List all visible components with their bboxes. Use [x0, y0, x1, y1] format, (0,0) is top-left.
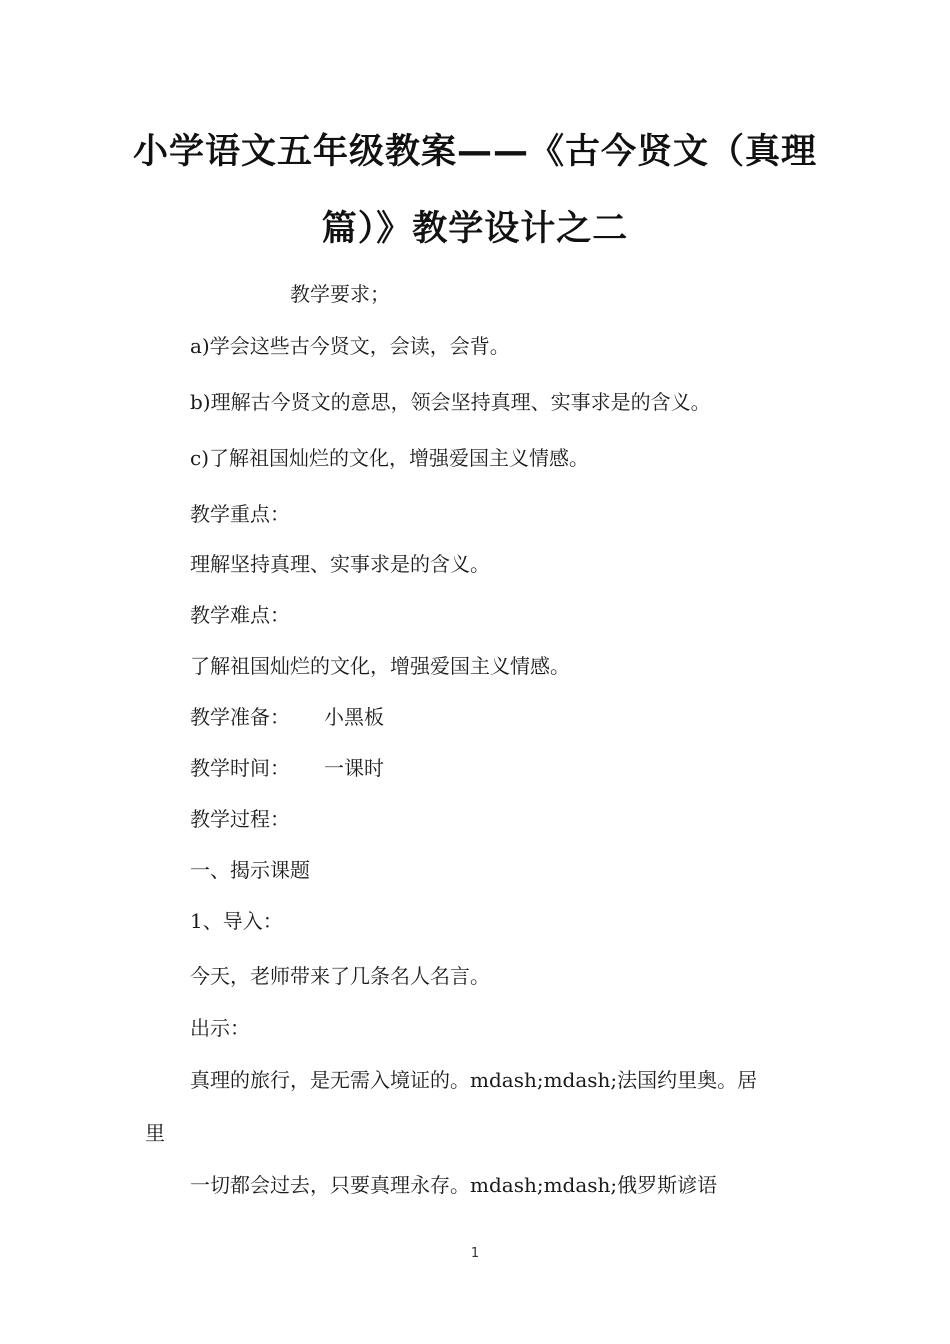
paragraph-quote-1: 真理的旅行，是无需入境证的。mdash;mdash;法国约里奥。居 — [190, 1068, 758, 1092]
paragraph-requirement-b: b)理解古今贤文的意思，领会坚持真理、实事求是的含义。 — [190, 390, 711, 414]
document-title-line-2: 篇）》教学设计之二 — [321, 209, 629, 249]
paragraph-quote-1-continued: 里 — [145, 1121, 165, 1145]
paragraph-requirement-c: c)了解祖国灿烂的文化，增强爱国主义情感。 — [190, 446, 590, 470]
paragraph-difficulties: 了解祖国灿烂的文化，增强爱国主义情感。 — [190, 654, 570, 678]
document-title-line-1: 小学语文五年级教案——《古今贤文（真理 — [132, 132, 817, 172]
preparation-label: 教学准备： — [190, 705, 290, 729]
paragraph-requirement-a: a)学会这些古今贤文，会读，会背。 — [190, 334, 510, 358]
paragraph-section-one: 一、揭示课题 — [190, 858, 310, 882]
preparation-value: 小黑板 — [324, 705, 384, 729]
time-label: 教学时间： — [190, 756, 290, 780]
paragraph-time — [190, 754, 384, 782]
paragraph-difficulties-heading: 教学难点： — [190, 603, 290, 627]
paragraph-key-points: 理解坚持真理、实事求是的含义。 — [190, 552, 490, 576]
paragraph-teaching-requirements: 教学要求； — [290, 282, 390, 306]
paragraph-preparation — [190, 703, 384, 731]
paragraph-process-heading: 教学过程： — [190, 807, 290, 831]
paragraph-introduction: 1、导入： — [190, 909, 283, 933]
page-number: 1 — [470, 1246, 480, 1261]
paragraph-show: 出示： — [190, 1016, 250, 1040]
time-value: 一课时 — [324, 756, 384, 780]
paragraph-key-points-heading: 教学重点： — [190, 502, 290, 526]
paragraph-today: 今天，老师带来了几条名人名言。 — [190, 964, 490, 988]
paragraph-quote-2: 一切都会过去，只要真理永存。mdash;mdash;俄罗斯谚语 — [190, 1173, 718, 1197]
